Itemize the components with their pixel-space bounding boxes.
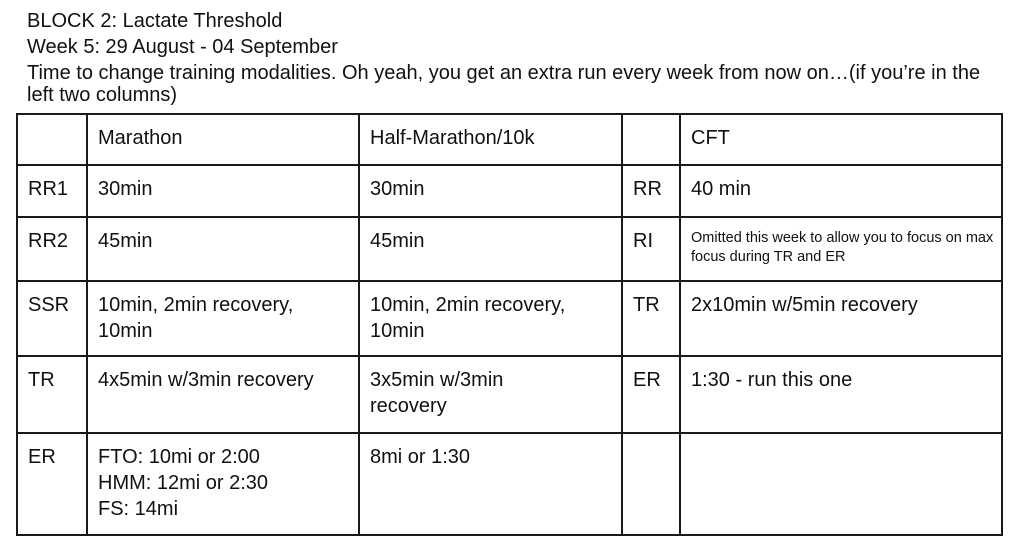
table-row [17, 217, 1002, 281]
header-cell-marathon: Marathon [87, 114, 359, 165]
half-marathon-cell: 3x5min w/3min recovery [359, 356, 622, 433]
half-marathon-cell: 8mi or 1:30 [359, 433, 622, 535]
document-header [27, 8, 1012, 106]
intro-note: Time to change training modalities. Oh yeah, you get an extra run every week from now on…(if you’re in the left two columns) [27, 62, 981, 106]
header-cell-half-marathon: Half-Marathon/10k [359, 114, 622, 165]
cft-cell: 2x10min w/5min recovery [680, 281, 1002, 356]
table-row [17, 433, 1002, 535]
cft-row-label: TR [622, 281, 680, 356]
row-label: RR1 [17, 165, 87, 217]
cft-row-label: RR [622, 165, 680, 217]
week-line: Week 5: 29 August - 04 September [27, 36, 338, 58]
training-plan-table [16, 113, 1003, 536]
marathon-cell: 45min [87, 217, 359, 281]
cft-cell: 1:30 - run this one [680, 356, 1002, 433]
cft-cell: Omitted this week to allow you to focus on max focus during TR and ER [680, 217, 1002, 281]
cft-cell: 40 min [680, 165, 1002, 217]
header-cell-cft: CFT [680, 114, 1002, 165]
header-cell-blank [622, 114, 680, 165]
marathon-cell: 4x5min w/3min recovery [87, 356, 359, 433]
half-marathon-cell: 45min [359, 217, 622, 281]
half-marathon-cell: 10min, 2min recovery, 10min [359, 281, 622, 356]
row-label: RR2 [17, 217, 87, 281]
block-title: BLOCK 2: Lactate Threshold [27, 10, 283, 32]
row-label: SSR [17, 281, 87, 356]
row-label: TR [17, 356, 87, 433]
cft-cell [680, 433, 1002, 535]
marathon-cell: FTO: 10mi or 2:00 HMM: 12mi or 2:30 FS: 14mi [87, 433, 359, 535]
row-label: ER [17, 433, 87, 535]
table-header-row [17, 114, 1002, 165]
marathon-cell: 30min [87, 165, 359, 217]
half-marathon-cell: 30min [359, 165, 622, 217]
cft-row-label: RI [622, 217, 680, 281]
marathon-cell: 10min, 2min recovery, 10min [87, 281, 359, 356]
cft-row-label [622, 433, 680, 535]
table-row [17, 356, 1002, 433]
cft-row-label: ER [622, 356, 680, 433]
table-row [17, 165, 1002, 217]
table-row [17, 281, 1002, 356]
header-cell-blank [17, 114, 87, 165]
